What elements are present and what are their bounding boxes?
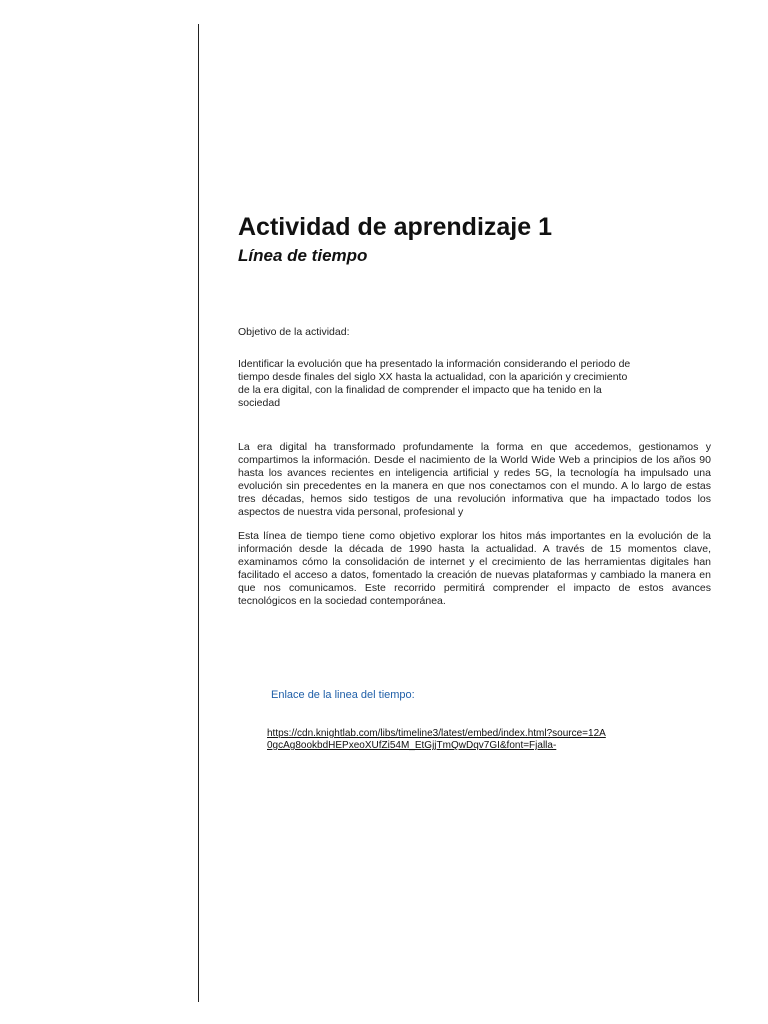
intro-paragraph: La era digital ha transformado profundamente la forma en que accedemos, gestionamos y compartimos la información. Desde el nacimiento de la World Wide Web a principios de los años 90 hasta los avances recientes en inteligencia artificial y redes 5G, la tecnología ha impulsado una evolución sin precedentes en la manera en que nos conectamos con el mundo. A lo largo de estas tres décadas, hemos sido testigos de una revolución informativa que ha impactado todos los aspectos de nuestra vida personal, profesional y: [238, 441, 711, 518]
page-margin-line: [198, 24, 199, 1002]
purpose-paragraph: Esta línea de tiempo tiene como objetivo explorar los hitos más importantes en la evolución de la información desde la década de 1990 hasta la actualidad. A través de 15 momentos clave, examinamos cómo la consolidación de internet y el crecimiento de las herramientas digitales han facilitado el acceso a datos, fomentado la creación de nuevas plataformas y cambiado la manera en que nos comunicamos. Este recorrido permitirá comprender el impacto de estos avances tecnológicos en la sociedad contemporánea.: [238, 530, 711, 607]
objective-label: Objetivo de la actividad:: [238, 326, 350, 338]
document-subtitle: Línea de tiempo: [238, 246, 368, 265]
timeline-link-label: Enlace de la linea del tiempo:: [271, 689, 415, 701]
timeline-link[interactable]: https://cdn.knightlab.com/libs/timeline3/latest/embed/index.html?source=12A0gcAg8ookbdHEPxeoXUfZi54M_EtGjjTmQwDqv7GI&font=Fjalla-: [267, 728, 606, 751]
objective-text: Identificar la evolución que ha presentado la información considerando el periodo de tiempo desde finales del siglo XX hasta la actualidad, con la aparición y crecimiento de la era digital, con la finalidad de comprender el impacto que ha tenido en la sociedad: [238, 358, 631, 409]
document-title: Actividad de aprendizaje 1: [238, 213, 552, 241]
